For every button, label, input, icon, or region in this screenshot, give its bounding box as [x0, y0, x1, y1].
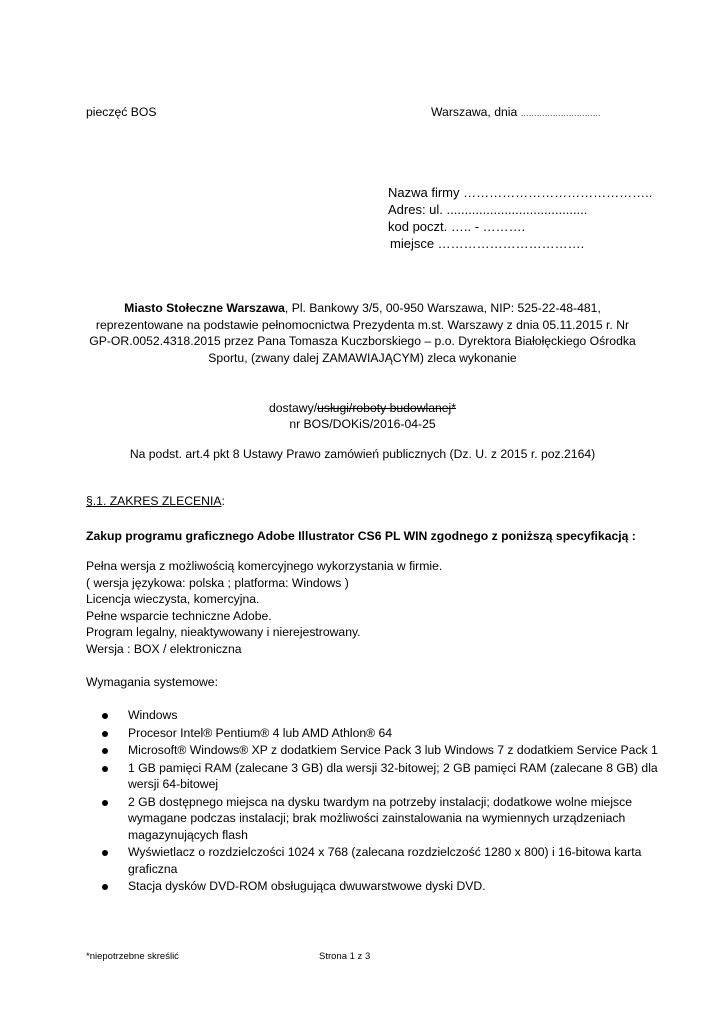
list-item: Wyświetlacz o rozdzielczości 1024 x 768 (zalecana rozdzielczość 1280 x 800) i 16-bitowa karta graficzna — [102, 844, 662, 877]
bullet-icon — [102, 800, 108, 806]
bullet-icon — [102, 884, 108, 890]
section-heading-text: §.1. ZAKRES ZLECENIA — [86, 494, 222, 508]
bullet-icon — [102, 748, 108, 754]
spec-line: Program legalny, nieaktywowany i nierejestrowany. — [86, 625, 361, 639]
intro-line-3: GP-OR.0052.4318.2015 przez Pana Tomasza Kuczborskiego – p.o. Dyrektora Białołęckiego Ośrodka — [89, 334, 636, 348]
party-address: , Pl. Bankowy 3/5, 00-950 Warszawa, NIP: 525-22-48-481, — [284, 301, 601, 315]
list-item: Stacja dysków DVD-ROM obsługująca dwuwarstwowe dyski DVD. — [102, 878, 662, 895]
spec-line: Wersja : BOX / elektroniczna — [86, 642, 242, 656]
section-heading-colon: : — [221, 494, 225, 508]
list-item: 2 GB dostępnego miejsca na dysku twardym na potrzeby instalacji; dodatkowe wolne miejsce wymagane podczas instalacji; brak możliwości zainstalowania na wymiennych urządzeniach magazynujących flash — [102, 794, 662, 844]
bullet-icon — [102, 850, 108, 856]
firm-name-dots: …………………………………….. — [463, 185, 653, 200]
spec-line: Pełne wsparcie techniczne Adobe. — [86, 609, 272, 623]
spec-line: Pełna wersja z możliwością komercyjnego wykorzystania w firmie. — [86, 559, 443, 573]
order-type-kept: dostawy/ — [268, 401, 318, 415]
place-date-label: Warszawa, dnia — [431, 105, 518, 119]
order-type — [0, 400, 725, 417]
firm-name-label: Nazwa firmy — [388, 185, 460, 200]
intro-line-2: reprezentowane na podstawie pełnomocnictwa Prezydenta m.st. Warszawy z dnia 05.11.2015 r. Nr — [95, 318, 630, 332]
legal-basis: Na podst. art.4 pkt 8 Ustawy Prawo zamówień publicznych (Dz. U. z 2015 r. poz.2164) — [129, 447, 596, 461]
bullet-icon — [102, 766, 108, 772]
footnote: *niepotrzebne skreślić — [86, 951, 179, 962]
section-heading — [86, 493, 225, 510]
order-type-struck: usługi/roboty budowlanej* — [317, 401, 456, 415]
place-date-line — [431, 104, 601, 123]
list-item: Procesor Intel® Pentium® 4 lub AMD Athlon® 64 — [102, 725, 662, 742]
requirements-list — [102, 707, 662, 895]
place-date-dots: ………………………… — [520, 109, 601, 118]
list-item: Microsoft® Windows® XP z dodatkiem Service Pack 3 lub Windows 7 z dodatkiem Service Pack 1 — [102, 742, 662, 759]
postal-code-line: kod poczt. ….. - ………. — [388, 219, 526, 234]
spec-line: Licencja wieczysta, komercyjna. — [86, 592, 260, 606]
intro-line-1 — [0, 300, 725, 317]
place-line: miejsce ……………………………. — [390, 236, 585, 251]
spec-line: ( wersja językowa: polska ; platforma: Windows ) — [86, 576, 349, 590]
firm-name-line — [388, 184, 652, 201]
bullet-icon — [102, 731, 108, 737]
address-line: Adres: ul. ....................................... — [388, 202, 588, 217]
list-item: 1 GB pamięci RAM (zalecane 3 GB) dla wersji 32-bitowej; 2 GB pamięci RAM (zalecane 8 GB) dla wersji 64-bitowej — [102, 760, 662, 793]
stamp-label: pieczęć BOS — [86, 105, 157, 119]
page-number: Strona 1 z 3 — [319, 951, 371, 962]
order-subject: Zakup programu graficznego Adobe Illustrator CS6 PL WIN zgodnego z poniższą specyfikacją : — [86, 529, 636, 543]
party-name: Miasto Stołeczne Warszawa — [124, 301, 285, 315]
requirements-heading: Wymagania systemowe: — [86, 675, 218, 689]
list-item: Windows — [102, 707, 662, 724]
bullet-icon — [102, 713, 108, 719]
intro-line-4: Sportu, (zwany dalej ZAMAWIAJĄCYM) zleca wykonanie — [208, 351, 517, 365]
order-number: nr BOS/DOKiS/2016-04-25 — [289, 417, 436, 431]
